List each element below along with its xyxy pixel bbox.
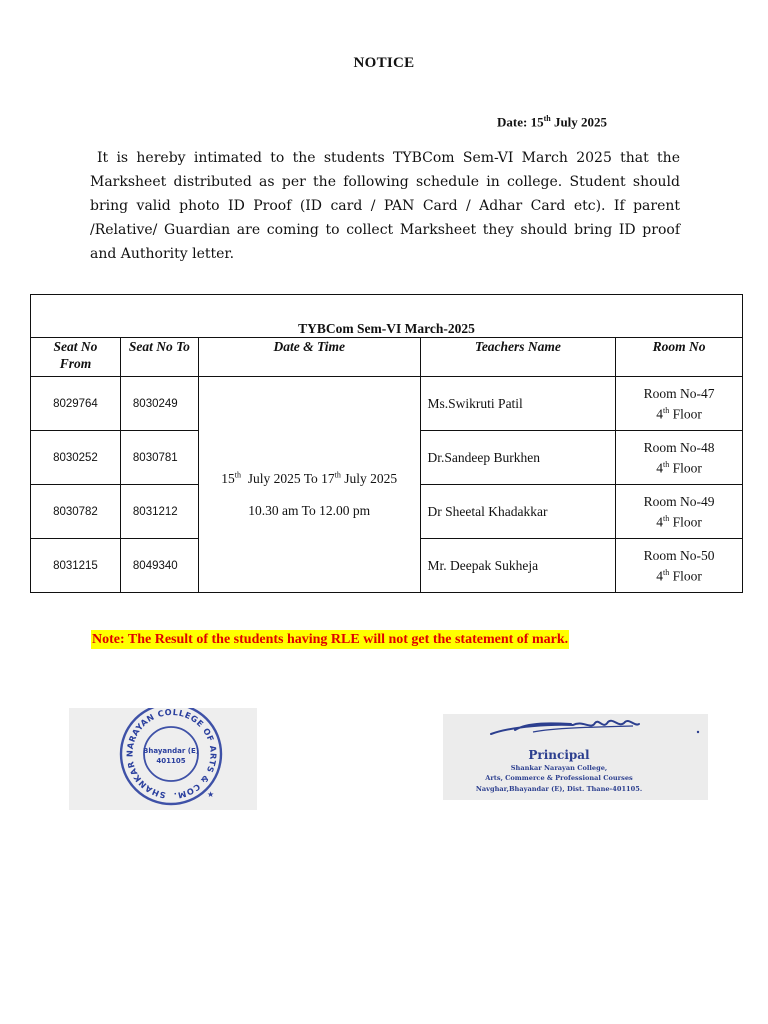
- room-cell: [616, 485, 743, 539]
- floor-number: 4: [656, 406, 664, 422]
- room-number: Room No-48: [643, 439, 715, 455]
- floor-word: Floor: [669, 460, 702, 476]
- teacher-cell: Dr.Sandeep Burkhen: [420, 431, 616, 485]
- intro-paragraph: [90, 146, 680, 266]
- seat-from-cell: 8030252: [31, 431, 121, 485]
- room-cell: [616, 539, 743, 593]
- date-ordinal: th: [543, 114, 551, 123]
- teacher-cell: Dr Sheetal Khadakkar: [420, 485, 616, 539]
- notice-date: [497, 114, 607, 130]
- signature-icon: [443, 714, 708, 800]
- intro-text: It is hereby intimated to the students TYBCom Sem-VI March 2025 that the Marksheet distributed as per the following schedule in college. Student should bring valid photo ID Proof (ID card / PAN Card / Adhar Card etc). If parent /Relative/ Guardian are coming to collect Marksheet they should bring ID proof and Authority letter.: [90, 150, 680, 262]
- svg-text:★: ★: [207, 790, 215, 799]
- seat-to-cell: 8049340: [120, 539, 198, 593]
- header-teacher-name: Teachers Name: [420, 338, 616, 377]
- room-cell: [616, 377, 743, 431]
- room-cell: [616, 431, 743, 485]
- result-note: Note: The Result of the students having RLE will not get the statement of mark.: [92, 632, 569, 647]
- signature-line2: Arts, Commerce & Professional Courses: [485, 774, 633, 782]
- header-date-time: Date & Time: [198, 338, 420, 377]
- signature-title: Principal: [528, 748, 590, 762]
- floor-word: Floor: [669, 568, 702, 584]
- date-range: [221, 471, 397, 486]
- time-range: 10.30 am To 12.00 pm: [248, 502, 371, 518]
- stamp-center-line1: Bhayandar (E): [143, 747, 199, 755]
- room-number: Room No-47: [643, 385, 715, 401]
- schedule-table: [30, 294, 743, 593]
- seat-from-cell: 8030782: [31, 485, 121, 539]
- floor-word: Floor: [669, 514, 702, 530]
- seat-to-cell: 8030781: [120, 431, 198, 485]
- table-header-row: [31, 338, 743, 377]
- date-suffix: July 2025: [550, 114, 608, 130]
- stamp-center-line2: 401105: [156, 757, 186, 765]
- header-seat-from: Seat No From: [31, 338, 121, 377]
- principal-signature: [443, 714, 708, 800]
- date-range-middle: July 2025 To 17: [240, 470, 335, 486]
- table-caption: TYBCom Sem-VI March-2025: [31, 295, 743, 338]
- seat-to-cell: 8030249: [120, 377, 198, 431]
- floor-ordinal: th: [663, 459, 670, 469]
- floor-ordinal: th: [663, 567, 670, 577]
- header-room-no: Room No: [616, 338, 743, 377]
- teacher-cell: Ms.Swikruti Patil: [420, 377, 616, 431]
- stamp-ring-text: SHANKAR NARAYAN COLLEGE OF ARTS & COM.: [124, 708, 219, 801]
- floor-word: Floor: [669, 406, 702, 422]
- date-time-cell: [198, 377, 420, 593]
- floor-number: 4: [656, 514, 664, 530]
- college-stamp: [69, 708, 257, 810]
- room-number: Room No-49: [643, 493, 715, 509]
- date-from-day: 15: [221, 470, 235, 486]
- seat-to-cell: 8031212: [120, 485, 198, 539]
- teacher-cell: Mr. Deepak Sukheja: [420, 539, 616, 593]
- signature-line3: Navghar,Bhayandar (E), Dist. Thane-401105.: [475, 785, 643, 793]
- floor-ordinal: th: [663, 513, 670, 523]
- floor-number: 4: [656, 460, 664, 476]
- notice-title: NOTICE: [353, 55, 415, 71]
- signature-line1: Shankar Narayan College,: [510, 764, 608, 772]
- seat-from-cell: 8031215: [31, 539, 121, 593]
- stamp-seal-icon: [69, 708, 257, 810]
- table-row: [31, 377, 743, 431]
- date-to-ordinal: th: [334, 470, 341, 480]
- date-from-ordinal: th: [234, 470, 241, 480]
- floor-number: 4: [656, 568, 664, 584]
- room-number: Room No-50: [643, 547, 715, 563]
- seat-from-cell: 8029764: [31, 377, 121, 431]
- date-prefix: Date: 15: [497, 114, 544, 130]
- floor-ordinal: th: [663, 405, 670, 415]
- header-seat-to: Seat No To: [120, 338, 198, 377]
- table-caption-row: [31, 295, 743, 338]
- date-to-rest: July 2025: [340, 470, 398, 486]
